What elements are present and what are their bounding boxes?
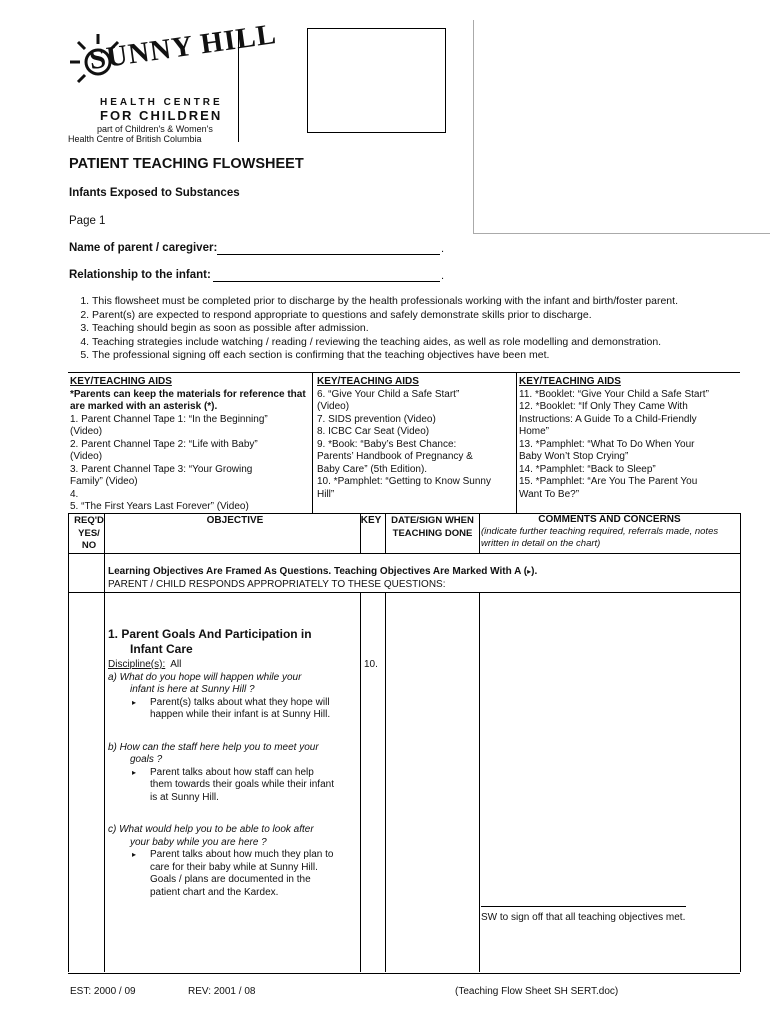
logo-line2: FOR CHILDREN xyxy=(100,108,223,123)
aid-item: Instructions: A Guide To a Child-Friendly xyxy=(519,413,697,425)
key-header: KEY xyxy=(360,515,382,526)
instructions-list xyxy=(70,295,750,363)
question-c: c) What would help you to be able to look after xyxy=(108,824,314,835)
page-title: PATIENT TEACHING FLOWSHEET xyxy=(69,156,304,172)
parent-name-field[interactable] xyxy=(217,254,440,255)
instruction-item: 3. Teaching should begin as soon as possible after admission. xyxy=(92,322,750,336)
aid-item: Home” xyxy=(519,426,550,437)
aid-item: 6. “Give Your Child a Safe Start” xyxy=(317,388,460,400)
section-1-objectives: Discipline(s): All a) What do you hope will happen while your infant is here at Sunny Hill ? ▸ Parent(s) talks about what they hope will happen while their infant is at Sunny Hill. b) How can the staff here help you to meet your goals ? ▸ Parent talks about how staff can help them towards their goals while their infant is at Sunny Hill. c) What would help you to be able to look after your baby while you are here ? ▸ Parent talks about how much they plan to care for their baby while at Sunny Hill. Goals / plans are documented in the patient chart and the Kardex. xyxy=(108,659,358,899)
reqd-header: REQ'D YES/ NO xyxy=(74,515,104,551)
triangle-marker-icon: ▸ xyxy=(527,567,532,576)
triangle-marker-icon: ▸ xyxy=(132,767,137,777)
date-sign-header: DATE/SIGN WHEN TEACHING DONE xyxy=(391,515,474,539)
footer-filename: (Teaching Flow Sheet SH SERT.doc) xyxy=(455,986,619,997)
section-1-title: 1. Parent Goals And Participation in Infant Care xyxy=(108,627,312,656)
instruction-item: 5. The professional signing off each section is confirming that the teaching objectives have been met. xyxy=(92,349,750,363)
aid-item: (Video) xyxy=(70,451,103,462)
aids-column-3: KEY/TEACHING AIDS 11. *Booklet: “Give Your Child a Safe Start” 12. *Booklet: “If Only They Came With Instructions: A Guide To a Child-Friendly Home” 13. *Pamphlet: “What To Do When Your Baby Won’t Stop Crying” 14. *Pamphlet: “Back to Sleep” 15. *Pamphlet: “Are You The Parent You Want To Be?” xyxy=(519,376,740,501)
logo-divider xyxy=(238,30,239,142)
affiliation-line1: part of Children's & Women's xyxy=(97,124,213,134)
aid-item: 5. “The First Years Last Forever” (Video) xyxy=(70,501,249,512)
aid-item: (Video) xyxy=(317,401,350,412)
aid-item: Parents’ Handbook of Pregnancy & xyxy=(317,451,473,462)
aids-column-1: KEY/TEACHING AIDS *Parents can keep the materials for reference that are marked with an asterisk (*). 1. Parent Channel Tape 1: “In the Beginning” (Video) 2. Parent Channel Tape 2: “Life with Baby” (Video) 3. Parent Channel Tape 3: “Your Growing Family” (Video) 4. 5. “The First Years Last Forever” (Video) xyxy=(70,376,310,514)
instruction-item: 4. Teaching strategies include watching / reading / reviewing the teaching aides, as well as role modelling and demonstration. xyxy=(92,336,750,350)
footer-rev: REV: 2001 / 08 xyxy=(188,986,256,997)
aid-item: 14. *Pamphlet: “Back to Sleep” xyxy=(519,463,656,475)
aids-note: *Parents can keep the materials for reference that are marked with an asterisk (*). xyxy=(70,388,306,412)
aid-item: Want To Be?” xyxy=(519,488,580,500)
relationship-label: Relationship to the infant: xyxy=(69,269,211,281)
aid-item: 15. *Pamphlet: “Are You The Parent You xyxy=(519,476,698,487)
comments-header: COMMENTS AND CONCERNS (indicate further teaching required, referrals made, notes written in detail on the chart) xyxy=(481,514,719,549)
aid-item: Baby Won’t Stop Crying” xyxy=(519,451,629,462)
question-a: a) What do you hope will happen while your xyxy=(108,671,302,683)
aid-item: 8. ICBC Car Seat (Video) xyxy=(317,426,430,437)
aid-item: 11. *Booklet: “Give Your Child a Safe Start” xyxy=(519,388,709,400)
objective-c: ▸ Parent talks about how much they plan to care for their baby while at Sunny Hill. Goals / plans are documented in the patient chart and the Kardex. xyxy=(132,849,334,898)
label-area-bottom xyxy=(473,233,770,234)
framing-note: Learning Objectives Are Framed As Questions. Teaching Objectives Are Marked With A (▸). PARENT / CHILD RESPONDS APPROPRIATELY TO THESE QUESTIONS: xyxy=(108,566,538,590)
objective-b: ▸ Parent talks about how staff can help them towards their goals while their infant is at Sunny Hill. xyxy=(132,766,334,803)
affiliation-line2: Health Centre of British Columbia xyxy=(68,134,202,144)
aid-item: 9. *Book: “Baby’s Best Chance: xyxy=(317,438,457,450)
objective-header: OBJECTIVE xyxy=(206,515,264,526)
aid-item: 12. *Booklet: “If Only They Came With xyxy=(519,401,688,412)
triangle-marker-icon: ▸ xyxy=(132,697,137,707)
page-number: Page 1 xyxy=(69,215,106,227)
aid-item: Baby Care” (5th Edition). xyxy=(317,463,428,475)
question-b: b) How can the staff here help you to meet your xyxy=(108,741,319,753)
aid-item: 10. *Pamphlet: “Getting to Know Sunny xyxy=(317,476,491,487)
triangle-marker-icon: ▸ xyxy=(132,850,137,859)
logo-line1: HEALTH CENTRE xyxy=(100,97,223,108)
section-1-key: 10. xyxy=(364,659,378,670)
aid-item: 3. Parent Channel Tape 3: “Your Growing xyxy=(70,463,253,475)
aid-item: 2. Parent Channel Tape 2: “Life with Baby” xyxy=(70,438,258,450)
subtitle: Infants Exposed to Substances xyxy=(69,187,240,199)
signoff-note: SW to sign off that all teaching objectives met. xyxy=(481,912,686,923)
instruction-item: 1. This flowsheet must be completed prior to discharge by the health professionals working with the infant and birth/foster parent. xyxy=(92,295,750,309)
aid-item: 4. xyxy=(70,488,79,500)
relationship-field[interactable] xyxy=(213,281,440,282)
brand-name: SUNNY HILL xyxy=(87,18,279,77)
instruction-item: 2. Parent(s) are expected to respond appropriate to questions and safely demonstrate skills prior to discharge. xyxy=(92,309,750,323)
aid-item: 13. *Pamphlet: “What To Do When Your xyxy=(519,438,695,450)
aid-item: Hill” xyxy=(317,488,335,500)
aid-item: (Video) xyxy=(70,426,103,437)
aid-item: 7. SIDS prevention (Video) xyxy=(317,413,436,425)
aid-item: 1. Parent Channel Tape 1: “In the Beginning” xyxy=(70,413,268,425)
photo-box xyxy=(307,28,446,133)
signature-line[interactable] xyxy=(481,906,686,907)
footer-est: EST: 2000 / 09 xyxy=(70,986,136,997)
objective-a: ▸ Parent(s) talks about what they hope will happen while their infant is at Sunny Hill. xyxy=(132,696,331,720)
aids-column-2: KEY/TEACHING AIDS 6. “Give Your Child a Safe Start” (Video) 7. SIDS prevention (Video) 8. ICBC Car Seat (Video) 9. *Book: “Baby’s Best Chance: Parents’ Handbook of Pregnancy & Baby Care” (5th Edition). 10. *Pamphlet: “Getting to Know Sunny Hill” xyxy=(317,376,517,501)
label-area-left xyxy=(473,20,474,234)
aid-item: Family” (Video) xyxy=(70,476,138,487)
parent-name-label: Name of parent / caregiver: xyxy=(69,242,218,254)
